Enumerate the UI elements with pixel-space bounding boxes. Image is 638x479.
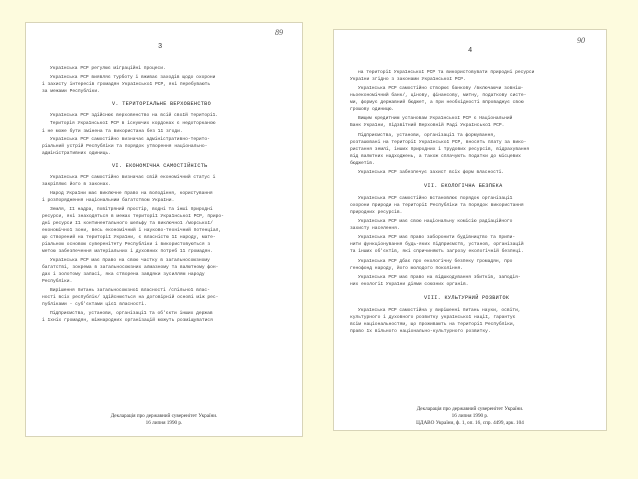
document-page-left	[26, 23, 302, 436]
text-line: і розпорядження національним багатством України.	[42, 198, 175, 204]
text-line: Українська РСР самостійна у вирішенні питань науки, освіти,	[358, 308, 521, 313]
text-line: метою забезпечення матеріальних і духовних потреб її громадян.	[42, 249, 213, 255]
text-line: на території Української РСР та використовувати природні ресурси	[358, 70, 535, 75]
text-line: ресурси, які знаходяться в межах території Української РСР, приро-	[42, 213, 224, 219]
text-line: за межами Республіки.	[42, 88, 100, 94]
document-page-right	[334, 30, 606, 430]
text-line: Республіки.	[42, 279, 73, 285]
page-number: 4	[468, 47, 473, 55]
caption-line: Декларація про державний суверенітет України.	[110, 413, 218, 419]
text-line: Вирішення питань загальносоюзної власності /спільної влас-	[50, 288, 210, 294]
text-line: бюджетів.	[350, 160, 375, 166]
text-line: грошову одиницю.	[350, 107, 395, 113]
text-line: Земля, її надра, повітряний простір, водні та інші природні	[50, 206, 213, 212]
text-line: Українська РСР забезпечує захист всіх форм власності.	[358, 169, 505, 175]
text-line: Українська РСР регулює міграційні процеси.	[50, 66, 166, 71]
text-line: та інших об'єктів, які спричиняють загрозу екологічній безпеці.	[350, 249, 524, 255]
text-line: ності всіх республік/ здійснюється на договірній основі між рес-	[42, 295, 219, 301]
text-line: що створений на території України, є власністю її народу, мате-	[42, 235, 216, 241]
text-line: охорони природи на території Республіки та порядок використання	[350, 203, 524, 208]
text-line: і їхніх громадян, міжнародних організацій можуть розміщуватися	[42, 318, 213, 324]
section-heading: VI. ЕКОНОМІЧНА САМОСТІЙНІСТЬ	[112, 163, 208, 170]
text-line: ньоекономічний банк/, цінову, фінансову, митну, податкову систе-	[350, 93, 527, 99]
text-line: дні ресурси її континентального шельфу та виключної /морської/	[42, 221, 213, 226]
text-line: Українська РСР самостійно створює банкову /включаючи зовніш-	[358, 86, 524, 92]
text-line: ріальною основою суверенітету Республіки і використовуються з	[42, 242, 211, 248]
text-line: захисту населення.	[350, 226, 400, 232]
section-heading: VII. ЕКОЛОГІЧНА БЕЗПЕКА	[424, 183, 503, 189]
text-line: багатстві, зокрема в загальносоюзних алмазному та валютному фон-	[42, 265, 219, 271]
text-line: публіками - суб'єктами цієї власності.	[42, 302, 147, 308]
text-line: Українська РСР має право заборонити будівництво та припи-	[358, 235, 516, 241]
text-line: і не може бути змінена та використана без її згоди.	[42, 128, 183, 134]
text-line: України згідно з законами Української РСР.	[350, 77, 466, 82]
text-line: нити функціонування будь-яких підприємств, установ, організацій	[350, 242, 524, 248]
text-line: природних ресурсів.	[350, 210, 403, 215]
text-line: Українська РСР дбає про екологічну безпеку громадян, про	[358, 258, 513, 264]
archive-mark: 89	[275, 28, 283, 37]
text-line: від валютних надходжень, а також сплачують податки до місцевих	[350, 153, 521, 159]
text-line: Українська РСР виявляє турботу і вживає заходів щодо охорони	[50, 74, 216, 80]
text-line: ристання землі, інших природних і трудових ресурсів, відрахування	[350, 146, 530, 152]
text-line: адміністративних одиниць.	[42, 151, 111, 157]
text-line: всім національностям, що проживають на території Республіки,	[350, 322, 516, 327]
text-line: Банк України, підзвітний Верховній Раді Української РСР.	[350, 123, 505, 129]
text-line: Підприємства, установи, організації та формування,	[358, 132, 496, 138]
text-line: ми, формує державний бюджет, а при необхідності впроваджує свою	[350, 100, 524, 106]
caption-line: Декларація про державний суверенітет України.	[416, 406, 524, 412]
text-line: Українська РСР самостійно встановлює порядок організації	[358, 196, 513, 201]
text-line: і захисту інтересів громадян Української РСР, які перебувають	[42, 81, 211, 87]
text-line: Українська РСР має право на відшкодування збитків, заподія-	[358, 274, 521, 280]
text-line: Територія Української РСР в існуючих кордонах є недоторканою	[50, 121, 216, 127]
text-line: закріплює його в законах.	[42, 182, 111, 188]
text-line: Українська РСР самостійно визначає свій економічний статус і	[50, 175, 216, 181]
text-line: право їх вільного національно-культурного розвитку.	[350, 329, 491, 334]
archive-mark: 90	[577, 36, 585, 45]
caption-line: 16 липня 1990 р.	[145, 420, 183, 426]
text-line: Українська РСР самостійно визначає адміністративно-терито-	[50, 137, 210, 143]
section-heading: V. ТЕРИТОРІАЛЬНЕ ВЕРХОВЕНСТВО	[112, 100, 211, 107]
page-number: 3	[158, 43, 163, 51]
caption-line: 16 липня 1990 р.	[451, 413, 489, 419]
text-line: Підприємства, установи, організації та об'єкти інших держав	[50, 311, 213, 316]
text-line: ріальний устрій Республіки та порядок утворення національно-	[42, 144, 208, 150]
text-line: дах і золотому запасі, яка створена завдяки зусиллям народу	[42, 272, 205, 278]
text-line: генофонд народу, його молодого покоління.	[350, 265, 464, 271]
section-heading: VIII. КУЛЬТУРНИЙ РОЗВИТОК	[424, 295, 510, 301]
text-line: економічної зони, весь економічний і науково-технічний потенціал,	[42, 228, 222, 234]
caption-line: ЦДАВО України, ф. 1, оп. 16, спр. 4499, арк. 104	[416, 420, 524, 426]
text-line: них екології України діями союзних органів.	[350, 281, 469, 287]
text-line: Народ України має виключне право на володіння, користування	[50, 191, 213, 196]
text-line: Українська РСР має право на свою частку в загальносоюзному	[50, 258, 210, 264]
text-line: Українська РСР має свою національну комісію радіаційного	[358, 219, 513, 225]
text-line: культурного і духовного розвитку української нації, гарантує	[350, 315, 516, 320]
text-line: розташовані на території Української РСР, вносять плату за вико-	[350, 139, 527, 145]
text-line: Вищим кредитним установам Української РСР є Національний	[358, 116, 513, 122]
text-line: Українська РСР здійснює верховенство на всій своїй території.	[50, 112, 219, 118]
